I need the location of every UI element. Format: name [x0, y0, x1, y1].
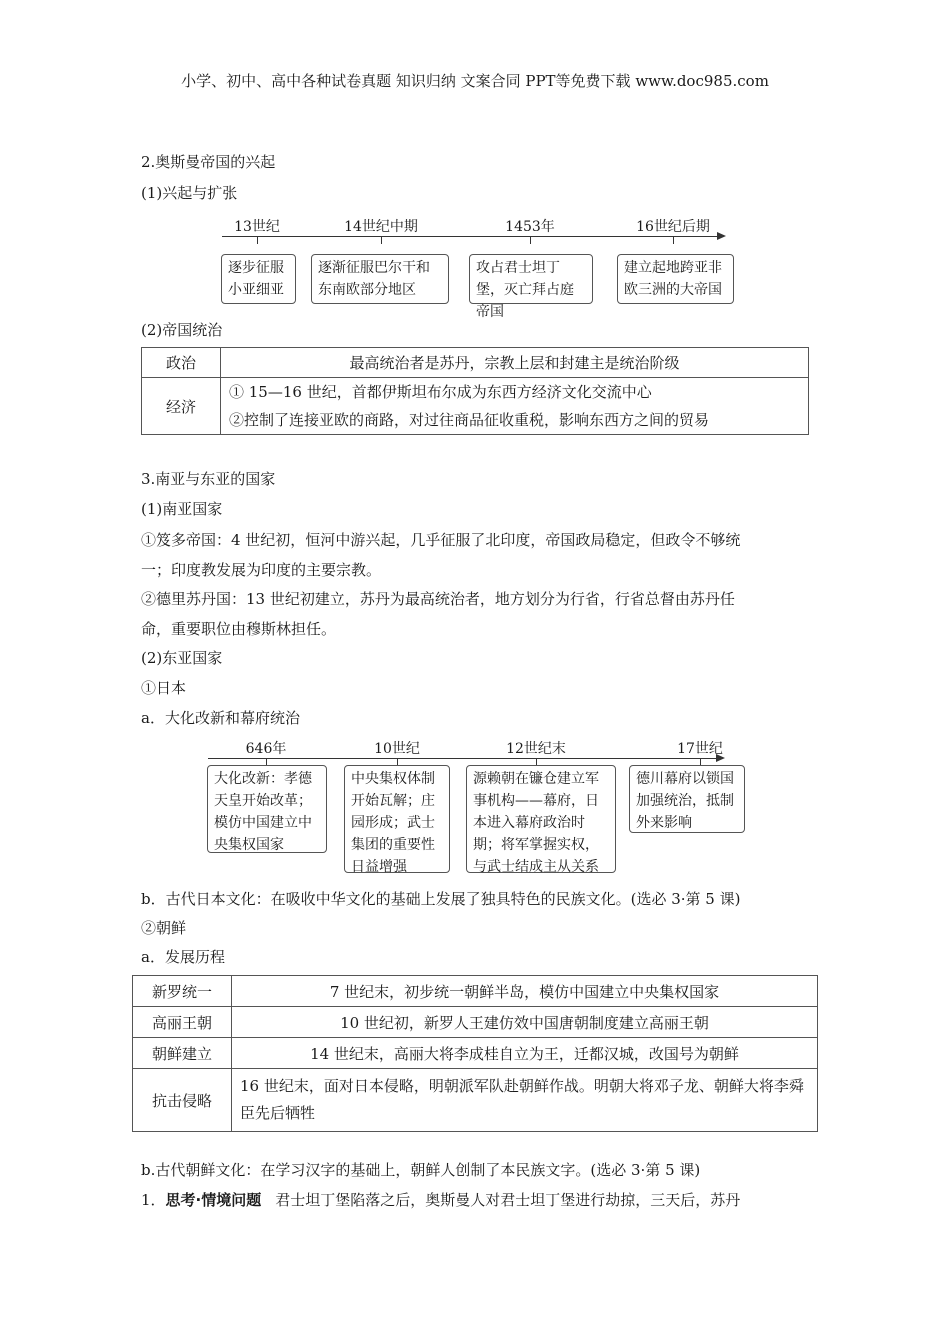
table-value [221, 378, 809, 435]
japan-sub-b: b．古代日本文化：在吸收中华文化的基础上发展了独具特色的民族文化。(选必 3·第 5 课) [141, 890, 741, 908]
timeline-box: 德川幕府以锁国加强统治，抵制外来影响 [629, 765, 745, 833]
korea-sub-b: b.古代朝鲜文化：在学习汉字的基础上，朝鲜人创制了本民族文字。(选必 3·第 5 课) [141, 1161, 701, 1179]
timeline-label: 646年 [245, 741, 287, 757]
economy-line-1: ① 15—16 世纪，首都伊斯坦布尔成为东西方经济文化交流中心 [229, 383, 652, 401]
paragraph: ②德里苏丹国：13 世纪初建立，苏丹为最高统治者，地方划分为行省，行省总督由苏丹任 [141, 590, 735, 608]
timeline-box: 逐渐征服巴尔干和东南欧部分地区 [311, 254, 449, 304]
japan-heading: ①日本 [141, 679, 187, 697]
section-3-sub2: (2)东亚国家 [141, 649, 223, 667]
timeline-label: 10世纪 [374, 741, 420, 757]
ottoman-rule-table [141, 347, 809, 435]
table-value: 10 世纪初，新罗人王建仿效中国唐朝制度建立高丽王朝 [232, 1007, 818, 1038]
timeline-arrow [717, 232, 726, 240]
korea-history-table [132, 975, 818, 1132]
timeline-box: 大化改新：孝德天皇开始改革；模仿中国建立中央集权国家 [207, 765, 327, 853]
table-value: 7 世纪末，初步统一朝鲜半岛，模仿中国建立中央集权国家 [232, 976, 818, 1007]
korea-heading: ②朝鲜 [141, 919, 187, 937]
timeline-label: 16世纪后期 [636, 219, 710, 235]
table-value: 最高统治者是苏丹，宗教上层和封建主是统治阶级 [221, 348, 809, 378]
timeline-label: 1453年 [505, 219, 555, 235]
timeline-label: 13世纪 [234, 219, 280, 235]
table-key: 经济 [142, 378, 221, 435]
section-2-title: 2.奥斯曼帝国的兴起 [141, 153, 276, 171]
timeline-label: 12世纪末 [506, 741, 566, 757]
table-key: 新罗统一 [133, 976, 232, 1007]
japan-sub-a: a．大化改新和幕府统治 [141, 709, 300, 727]
timeline-axis [222, 236, 718, 237]
paragraph: 命，重要职位由穆斯林担任。 [141, 620, 337, 638]
question-label: 思考·情境问题 [165, 1191, 262, 1209]
timeline-axis [208, 758, 717, 759]
timeline-tick [381, 237, 382, 244]
paragraph: 一；印度教发展为印度的主要宗教。 [141, 561, 382, 579]
question-number: 1． [141, 1191, 166, 1209]
timeline-label: 17世纪 [677, 741, 723, 757]
section-3-title: 3.南亚与东亚的国家 [141, 470, 276, 488]
page-header: 小学、初中、高中各种试卷真题 知识归纳 文案合同 PPT等免费下载 www.doc985.com [181, 72, 769, 90]
korea-sub-a: a．发展历程 [141, 948, 225, 966]
timeline-tick [673, 237, 674, 244]
timeline-box: 中央集权体制开始瓦解；庄园形成；武士集团的重要性日益增强 [344, 765, 450, 873]
table-value: 14 世纪末，高丽大将李成桂自立为王，迁都汉城，改国号为朝鲜 [232, 1038, 818, 1069]
economy-line-2: ②控制了连接亚欧的商路，对过往商品征收重税，影响东西方之间的贸易 [229, 411, 710, 429]
table-key: 抗击侵略 [133, 1069, 232, 1132]
section-2-sub2: (2)帝国统治 [141, 321, 223, 339]
timeline-box: 逐步征服小亚细亚 [221, 254, 296, 304]
timeline-tick [530, 237, 531, 244]
timeline-box: 建立起地跨亚非欧三洲的大帝国 [617, 254, 734, 304]
table-key: 政治 [142, 348, 221, 378]
table-key: 朝鲜建立 [133, 1038, 232, 1069]
question-text: 君士坦丁堡陷落之后，奥斯曼人对君士坦丁堡进行劫掠，三天后，苏丹 [275, 1191, 741, 1209]
table-value: 16 世纪末，面对日本侵略，明朝派军队赴朝鲜作战。明朝大将邓子龙、朝鲜大将李舜臣先后牺牲 [232, 1069, 818, 1132]
timeline-label: 14世纪中期 [344, 219, 418, 235]
timeline-box: 源赖朝在镰仓建立军事机构——幕府，日本进入幕府政治时期；将军掌握实权，与武士结成主从关系 [466, 765, 616, 873]
section-3-sub1: (1)南亚国家 [141, 500, 223, 518]
table-key: 高丽王朝 [133, 1007, 232, 1038]
section-2-sub1: (1)兴起与扩张 [141, 184, 238, 202]
timeline-box: 攻占君士坦丁堡，灭亡拜占庭帝国 [469, 254, 593, 304]
timeline-tick [257, 237, 258, 244]
paragraph: ①笈多帝国：4 世纪初，恒河中游兴起，几乎征服了北印度，帝国政局稳定，但政令不够统 [141, 531, 741, 549]
question-1 [141, 1190, 740, 1210]
